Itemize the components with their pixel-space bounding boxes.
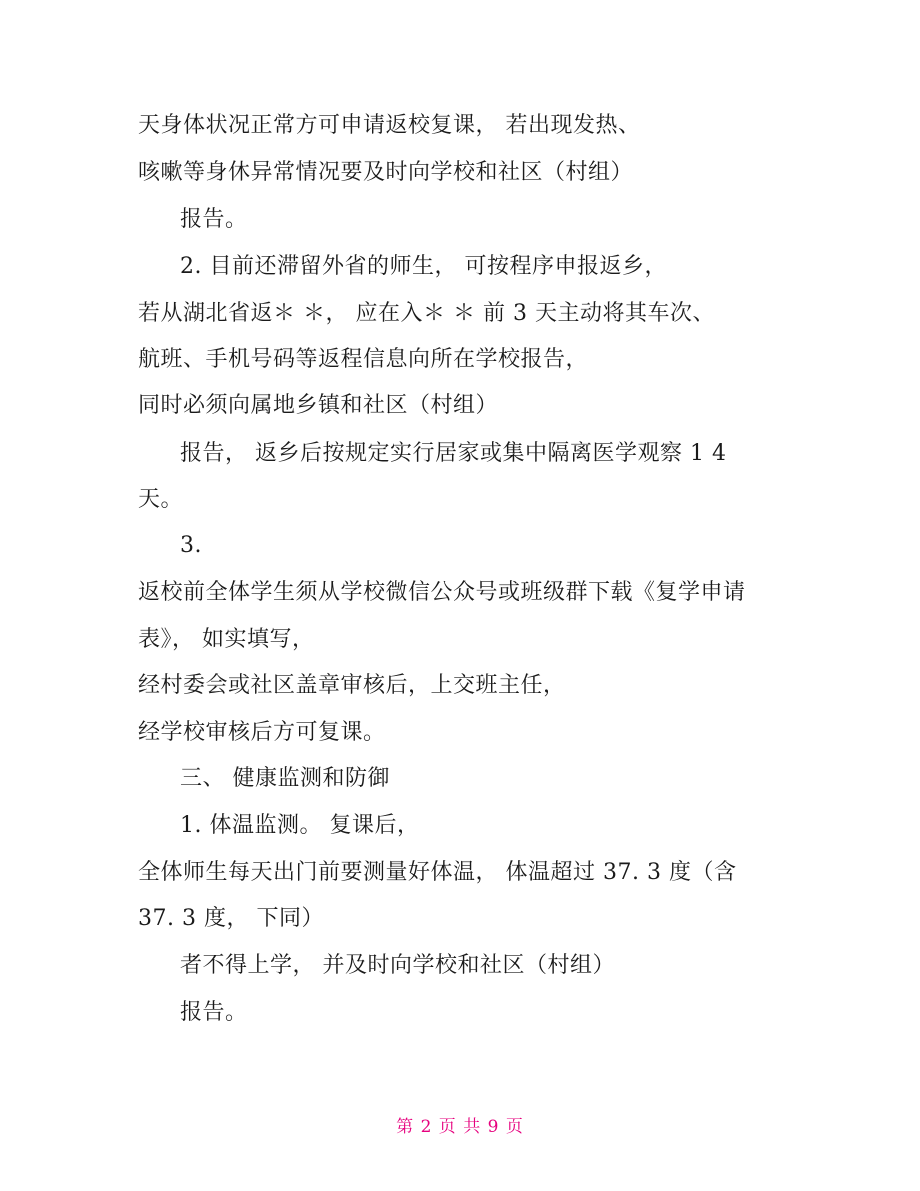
text-line: 者不得上学， 并及时向学校和社区（村组） <box>180 953 615 978</box>
text-line: 经学校审核后方可复课。 <box>138 720 386 745</box>
text-line: 全体师生每天出门前要测量好体温， 体温超过 37. 3 度（含 <box>138 860 737 885</box>
text-line: 报告。 <box>180 207 248 232</box>
text-line: 天身体状况正常方可申请返校复课， 若出现发热、 <box>138 113 641 138</box>
section-heading: 三、 健康监测和防御 <box>180 766 390 791</box>
text-line: 返校前全体学生须从学校微信公众号或班级群下载《复学申请 <box>138 580 746 605</box>
text-line: 报告， 返乡后按规定实行居家或集中隔离医学观察 1 4 <box>180 441 727 466</box>
text-line: 表》， 如实填写， <box>138 627 315 652</box>
text-line: 天。 <box>138 487 184 512</box>
text-line: 航班、手机号码等返程信息向所在学校报告， <box>138 347 589 372</box>
text-line: 咳嗽等身休异常情况要及时向学校和社区（村组） <box>138 160 634 185</box>
text-line: 1. 体温监测。 复课后， <box>180 813 420 838</box>
text-line: 若从湖北省返＊ ＊， 应在入＊ ＊ 前 3 天主动将其车次、 <box>138 301 715 326</box>
text-line: 37. 3 度， 下同） <box>138 906 324 931</box>
text-line: 同时必须向属地乡镇和社区（村组） <box>138 393 499 418</box>
text-line: 经村委会或社区盖章审核后，上交班主任， <box>138 673 566 698</box>
text-line: 2. 目前还滞留外省的师生， 可按程序申报返乡， <box>180 254 667 279</box>
text-line: 报告。 <box>180 1000 248 1025</box>
text-line: 3. <box>180 533 202 558</box>
page-number-footer: 第 2 页 共 9 页 <box>396 1117 524 1137</box>
